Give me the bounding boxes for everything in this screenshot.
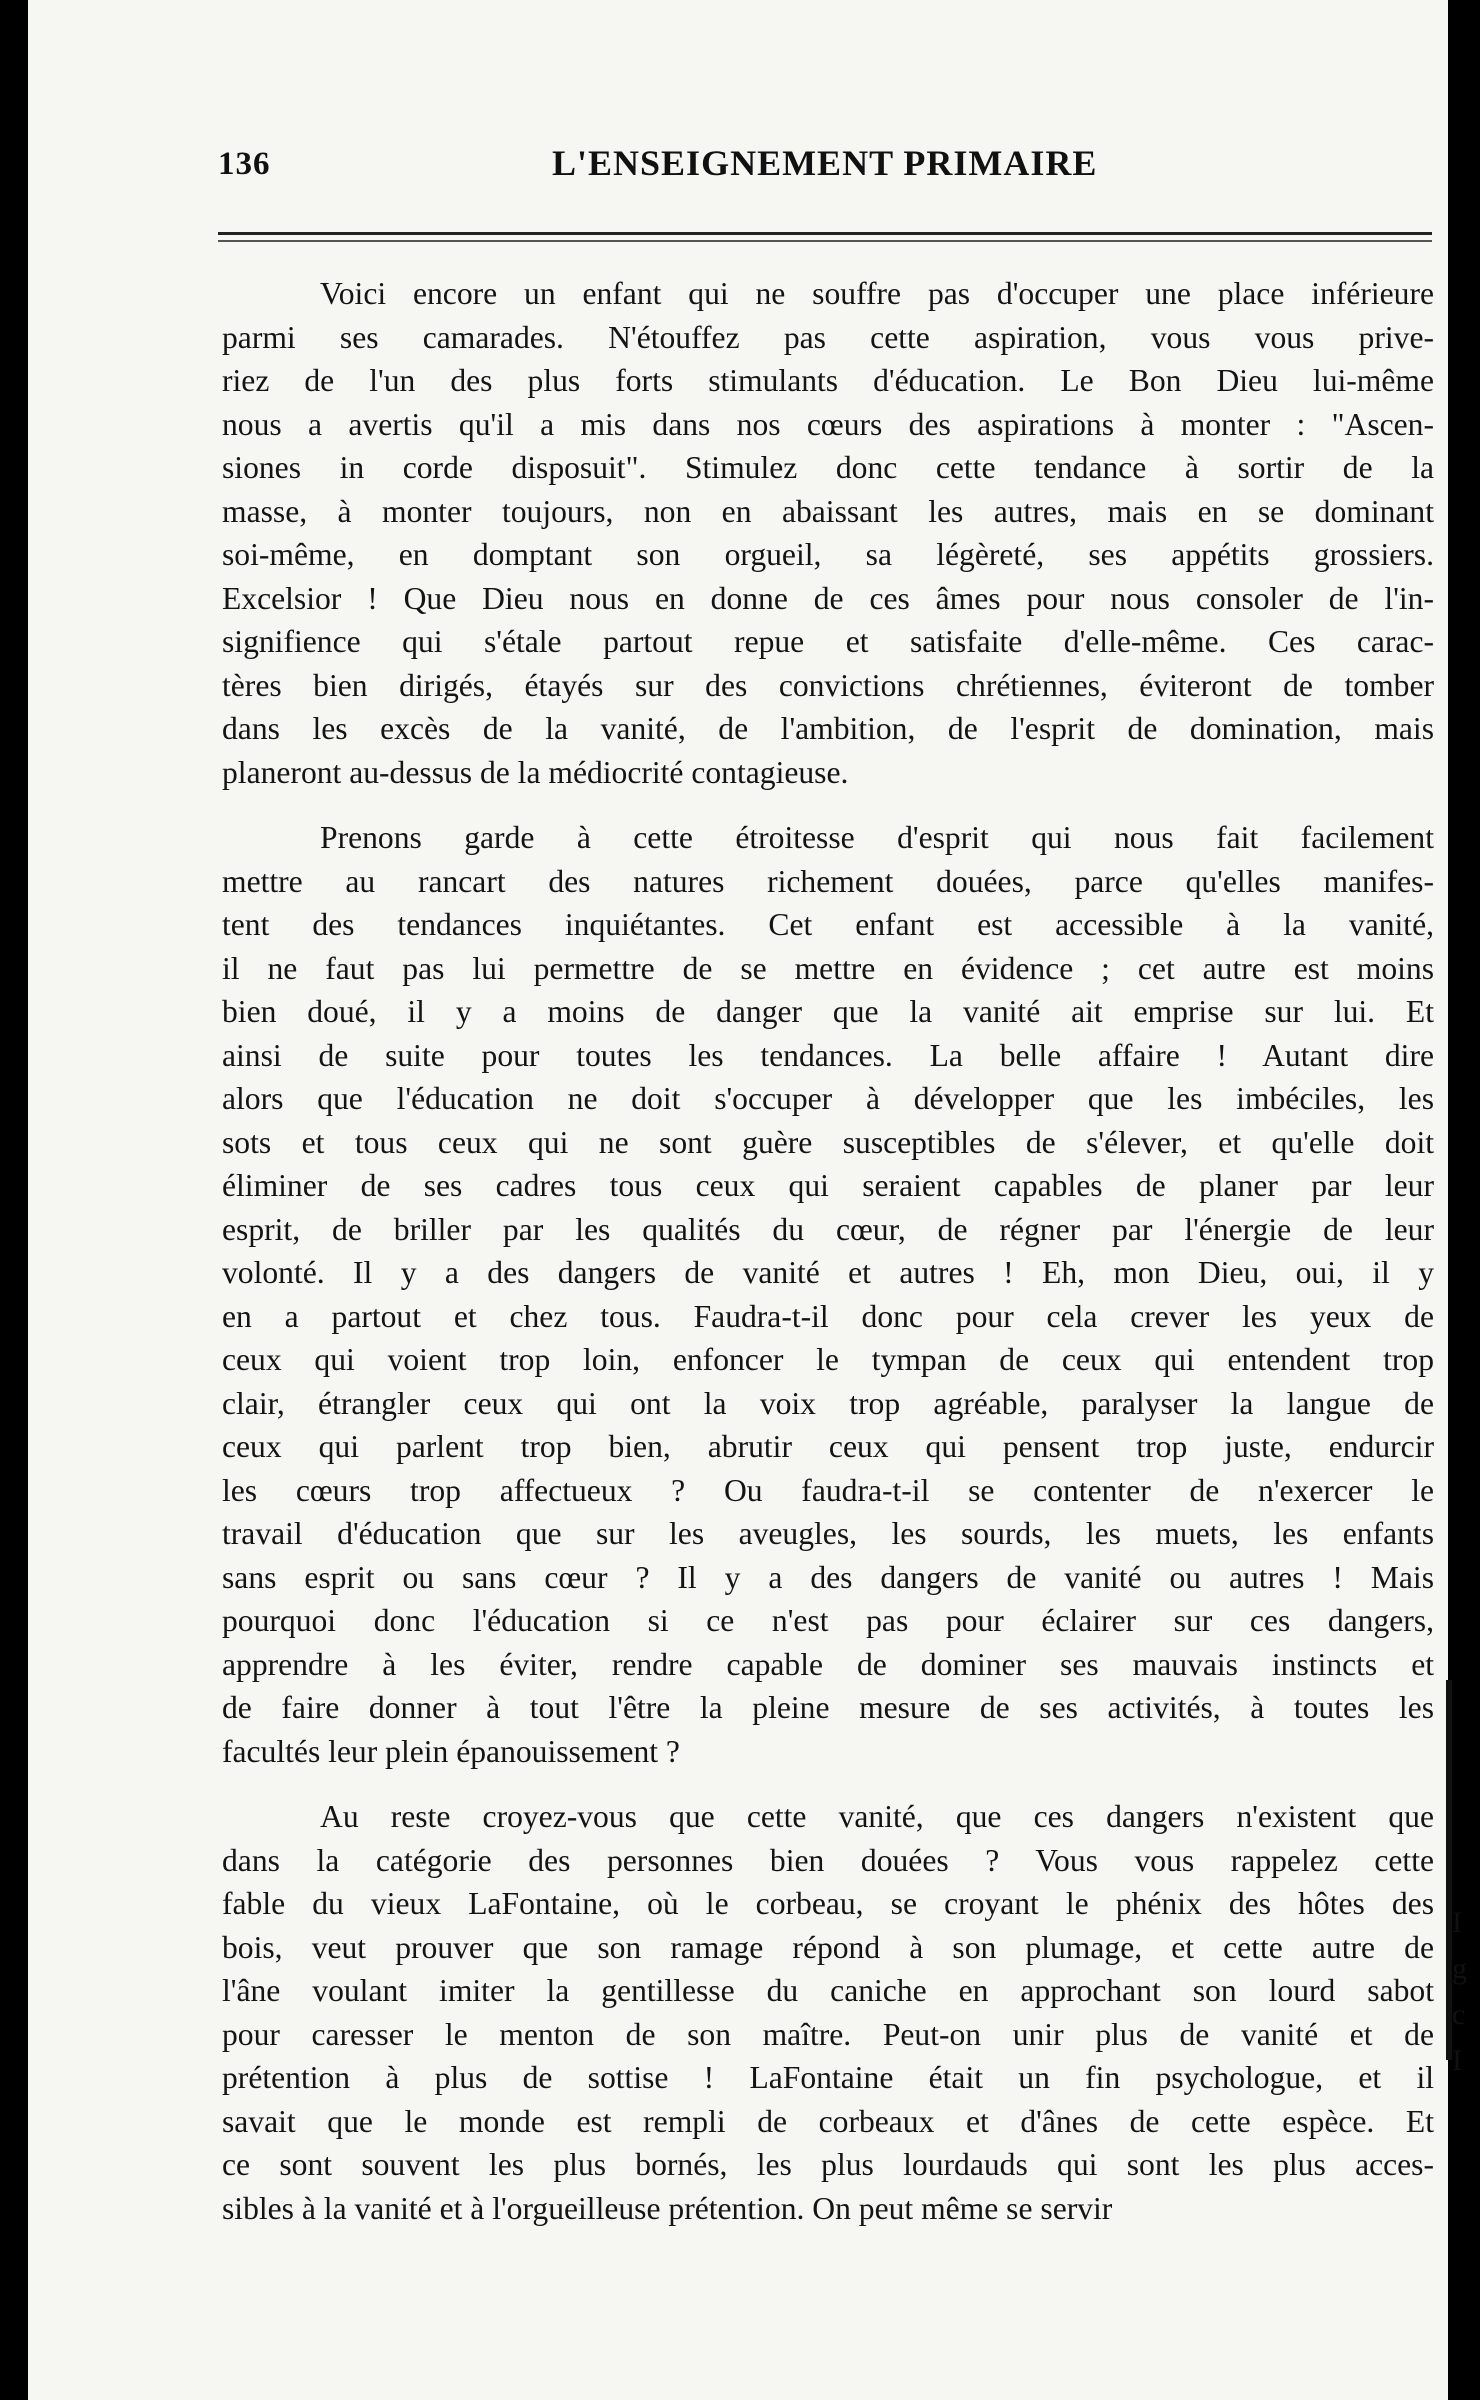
text-line: Excelsior ! Que Dieu nous en donne de ces âmes pour nous consoler de l'in- [222,580,1434,616]
text-line: parmi ses camarades. N'étouffez pas cette aspiration, vous vous prive- [222,319,1434,355]
paragraph [222,272,1434,794]
edge-glyph: I [1452,1906,1462,1939]
text-line: Prenons garde à cette étroitesse d'esprit qui nous fait facilement [320,820,1434,855]
text-line: sots et tous ceux qui ne sont guère susceptibles de s'élever, et qu'elle doit [222,1124,1434,1160]
text-line: éliminer de ses cadres tous ceux qui seraient capables de planer par leur [222,1168,1434,1203]
paragraph [222,816,1434,1773]
text-line: siones in corde disposuit". Stimulez donc cette tendance à sortir de la [222,450,1434,485]
text-line: tent des tendances inquiétantes. Cet enfant est accessible à la vanité, [222,907,1434,942]
text-line: nous a avertis qu'il a mis dans nos cœurs des aspirations à monter : "Ascen- [222,406,1434,442]
text-line: planeront au-dessus de la médiocrité contagieuse. [222,754,849,790]
text-line: dans la catégorie des personnes bien douées ? Vous vous rappelez cette [222,1842,1434,1878]
text-line: prétention à plus de sottise ! LaFontaine était un fin psychologue, et il [222,2060,1434,2095]
text-line: soi-même, en domptant son orgueil, sa légèreté, ses appétits grossiers. [222,537,1434,572]
header-rule [218,232,1432,235]
text-line: bien doué, il y a moins de danger que la vanité ait emprise sur lui. Et [222,994,1434,1029]
text-line: ceux qui parlent trop bien, abrutir ceux qui pensent trop juste, endurcir [222,1429,1434,1464]
header-rule-secondary [218,240,1432,242]
text-line: sibles à la vanité et à l'orgueilleuse prétention. On peut même se servir [222,2190,1113,2226]
text-line: facultés leur plein épanouissement ? [222,1733,680,1769]
text-line: bois, veut prouver que son ramage répond à son plumage, et cette autre de [222,1929,1434,1965]
text-line: masse, à monter toujours, non en abaissant les autres, mais en se dominant [222,493,1434,529]
text-line: travail d'éducation que sur les aveugles, les sourds, les muets, les enfants [222,1516,1434,1551]
text-line: mettre au rancart des natures richement douées, parce qu'elles manifes- [222,863,1434,899]
body-text [222,272,1434,2252]
text-line: ceux qui voient trop loin, enfoncer le tympan de ceux qui entendent trop [222,1342,1434,1377]
text-line: signifience qui s'étale partout repue et satisfaite d'elle-même. Ces carac- [222,624,1434,659]
text-line: en a partout et chez tous. Faudra-t-il donc pour cela crever les yeux de [222,1298,1434,1334]
text-line: volonté. Il y a des dangers de vanité et autres ! Eh, mon Dieu, oui, il y [222,1255,1434,1290]
text-line: alors que l'éducation ne doit s'occuper à développer que les imbéciles, les [222,1081,1434,1116]
text-line: riez de l'un des plus forts stimulants d'éducation. Le Bon Dieu lui-même [222,363,1434,398]
text-line: Voici encore un enfant qui ne souffre pas d'occuper une place inférieure [320,276,1434,311]
text-line: ainsi de suite pour toutes les tendances. La belle affaire ! Autant dire [222,1037,1434,1073]
edge-glyph: g [1452,1952,1467,1985]
page-header [218,138,1438,198]
text-line: clair, étrangler ceux qui ont la voix trop agréable, paralyser la langue de [222,1385,1434,1421]
text-line: dans les excès de la vanité, de l'ambition, de l'esprit de domination, mais [222,711,1434,746]
text-line: les cœurs trop affectueux ? Ou faudra-t-il se contenter de n'exercer le [222,1472,1434,1508]
text-line: Au reste croyez-vous que cette vanité, que ces dangers n'existent que [320,1799,1434,1834]
text-line: fable du vieux LaFontaine, où le corbeau, se croyant le phénix des hôtes des [222,1886,1434,1921]
text-line: de faire donner à tout l'être la pleine mesure de ses activités, à toutes les [222,1690,1434,1725]
text-line: pour caresser le menton de son maître. Peut-on unir plus de vanité et de [222,2016,1434,2052]
text-line: pourquoi donc l'éducation si ce n'est pas pour éclairer sur ces dangers, [222,1603,1434,1638]
text-line: savait que le monde est rempli de corbeaux et d'ânes de cette espèce. Et [222,2103,1434,2139]
text-line: tères bien dirigés, étayés sur des convictions chrétiennes, éviteront de tomber [222,667,1434,703]
text-line: sans esprit ou sans cœur ? Il y a des dangers de vanité ou autres ! Mais [222,1559,1434,1595]
book-page [28,0,1448,2400]
page-number: 136 [218,146,271,182]
adjacent-page-glyphs [1452,1900,1467,2084]
edge-glyph: c [1452,1998,1466,2031]
text-line: ce sont souvent les plus bornés, les plus lourdauds qui sont les plus acces- [222,2147,1434,2182]
text-line: esprit, de briller par les qualités du cœur, de régner par l'énergie de leur [222,1211,1434,1247]
edge-glyph: I [1452,2044,1462,2077]
text-line: l'âne voulant imiter la gentillesse du caniche en approchant son lourd sabot [222,1973,1434,2008]
text-line: apprendre à les éviter, rendre capable de dominer ses mauvais instincts et [222,1646,1434,1682]
paragraph [222,1795,1434,2230]
text-line: il ne faut pas lui permettre de se mettre en évidence ; cet autre est moins [222,950,1434,986]
running-title: L'ENSEIGNEMENT PRIMAIRE [552,143,1098,183]
